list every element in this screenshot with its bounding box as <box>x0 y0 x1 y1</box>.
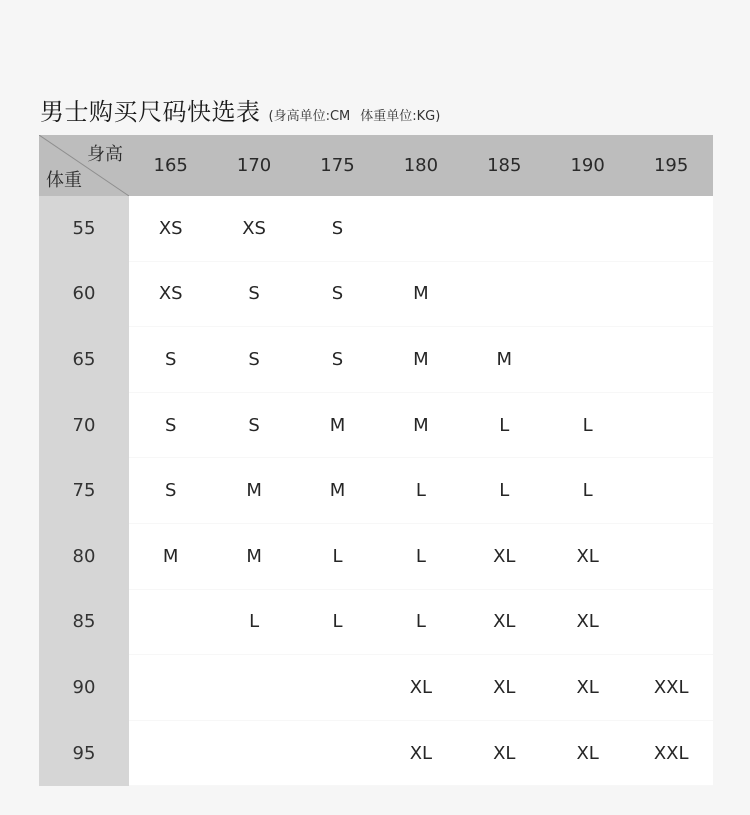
size-cell: S <box>296 196 379 261</box>
size-cell <box>629 458 713 524</box>
size-cell <box>129 720 212 786</box>
size-cell: XL <box>379 655 462 721</box>
height-axis-label: 身高 <box>87 144 123 165</box>
size-cell: S <box>296 327 379 393</box>
size-cell: XS <box>212 196 295 261</box>
size-cell: M <box>379 261 462 327</box>
size-cell <box>546 196 629 261</box>
size-cell: M <box>129 523 212 589</box>
weight-cell: 60 <box>39 261 129 327</box>
weight-unit-note: 体重单位:KG) <box>360 109 441 124</box>
size-cell: M <box>212 458 295 524</box>
size-cell <box>296 655 379 721</box>
size-cell: XXL <box>629 655 713 721</box>
size-cell: M <box>379 327 462 393</box>
weight-cell: 55 <box>39 196 129 261</box>
unit-note <box>269 105 441 124</box>
size-cell <box>546 327 629 393</box>
table-row <box>39 261 713 327</box>
size-cell: XL <box>463 655 546 721</box>
size-cell: L <box>546 392 629 458</box>
table-row <box>39 196 713 261</box>
height-header-cell: 170 <box>212 135 295 196</box>
table-row <box>39 589 713 655</box>
weight-cell: 90 <box>39 655 129 721</box>
size-chart-table <box>39 135 713 786</box>
size-cell <box>379 196 462 261</box>
weight-cell: 80 <box>39 523 129 589</box>
weight-axis-label: 体重 <box>46 170 82 191</box>
size-cell: XL <box>546 523 629 589</box>
size-cell <box>546 261 629 327</box>
size-cell <box>629 261 713 327</box>
size-cell <box>296 720 379 786</box>
size-cell: XL <box>546 589 629 655</box>
size-cell <box>463 196 546 261</box>
size-cell: S <box>212 261 295 327</box>
header-row <box>39 135 713 196</box>
size-cell: S <box>129 392 212 458</box>
height-header-cell: 195 <box>629 135 713 196</box>
table-row <box>39 458 713 524</box>
size-cell: L <box>379 458 462 524</box>
weight-cell: 65 <box>39 327 129 393</box>
height-header-cell: 185 <box>463 135 546 196</box>
size-cell <box>463 261 546 327</box>
weight-cell: 70 <box>39 392 129 458</box>
size-cell: L <box>296 589 379 655</box>
size-cell <box>212 655 295 721</box>
corner-header-cell <box>39 135 129 196</box>
size-cell: L <box>463 392 546 458</box>
title-row <box>40 92 440 127</box>
size-cell <box>129 589 212 655</box>
size-cell: XL <box>463 720 546 786</box>
size-cell <box>629 589 713 655</box>
size-cell: M <box>463 327 546 393</box>
size-cell: L <box>379 523 462 589</box>
size-cell: XL <box>546 720 629 786</box>
size-cell: XS <box>129 261 212 327</box>
size-cell: S <box>129 458 212 524</box>
size-cell: XL <box>463 523 546 589</box>
size-cell: S <box>212 327 295 393</box>
size-cell <box>629 392 713 458</box>
size-cell: M <box>379 392 462 458</box>
size-cell: L <box>546 458 629 524</box>
height-header-cell: 190 <box>546 135 629 196</box>
table-row <box>39 655 713 721</box>
table-row <box>39 523 713 589</box>
size-cell: XL <box>463 589 546 655</box>
size-cell: L <box>296 523 379 589</box>
size-cell <box>629 327 713 393</box>
table-row <box>39 720 713 786</box>
size-cell <box>129 655 212 721</box>
weight-cell: 85 <box>39 589 129 655</box>
size-cell: S <box>296 261 379 327</box>
size-cell: S <box>129 327 212 393</box>
height-unit-note: (身高单位:CM <box>268 109 351 124</box>
size-cell: M <box>296 458 379 524</box>
size-cell <box>629 523 713 589</box>
size-cell: XL <box>546 655 629 721</box>
table-row <box>39 392 713 458</box>
size-cell: XXL <box>629 720 713 786</box>
size-cell: XS <box>129 196 212 261</box>
size-cell: XL <box>379 720 462 786</box>
table-row <box>39 327 713 393</box>
weight-cell: 75 <box>39 458 129 524</box>
size-cell: L <box>463 458 546 524</box>
size-cell: M <box>212 523 295 589</box>
weight-cell: 95 <box>39 720 129 786</box>
height-header-cell: 180 <box>379 135 462 196</box>
size-cell: L <box>379 589 462 655</box>
size-cell <box>212 720 295 786</box>
size-cell: L <box>212 589 295 655</box>
size-cell: S <box>212 392 295 458</box>
height-header-cell: 175 <box>296 135 379 196</box>
size-cell <box>629 196 713 261</box>
page-title: 男士购买尺码快选表 <box>40 98 261 126</box>
size-cell: M <box>296 392 379 458</box>
height-header-cell: 165 <box>129 135 212 196</box>
